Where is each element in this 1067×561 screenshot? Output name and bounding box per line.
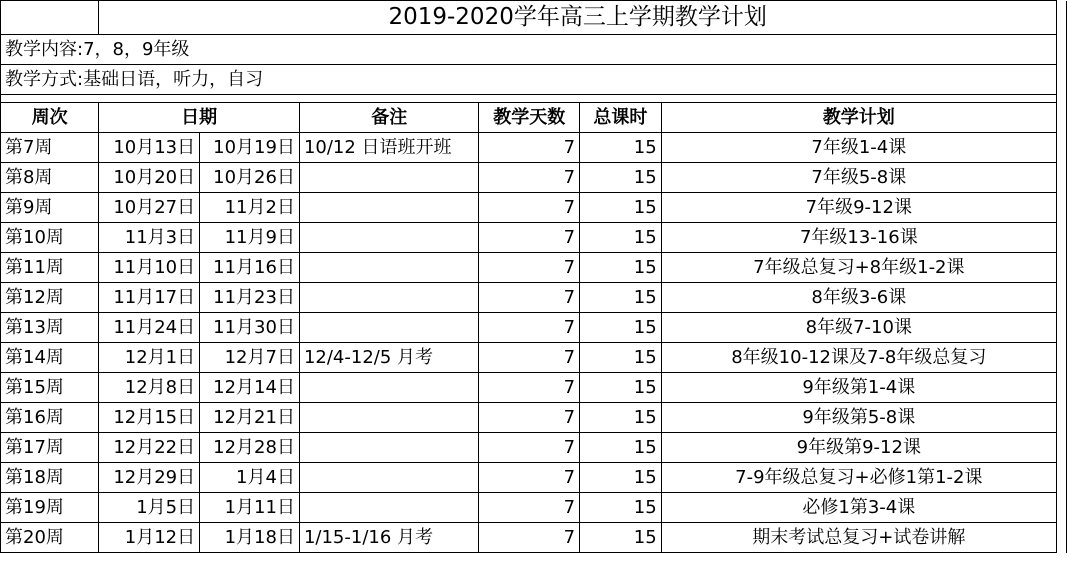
week-cell[interactable]: 第8周: [1, 163, 99, 193]
week-cell[interactable]: 第15周: [1, 373, 99, 403]
hours-cell[interactable]: 15: [580, 253, 662, 283]
start-date-cell[interactable]: 12月29日: [99, 463, 200, 493]
end-date-cell[interactable]: 1月4日: [200, 463, 300, 493]
table-row: [1, 283, 1067, 313]
start-date-cell[interactable]: 12月15日: [99, 403, 200, 433]
info-row-content: [1, 35, 1067, 65]
end-date-cell[interactable]: 12月14日: [200, 373, 300, 403]
days-cell[interactable]: 7: [479, 493, 580, 523]
days-cell[interactable]: 7: [479, 523, 580, 553]
plan-cell[interactable]: 9年级第9-12课: [661, 433, 1056, 463]
days-cell[interactable]: 7: [479, 283, 580, 313]
start-date-cell[interactable]: 1月12日: [99, 523, 200, 553]
spacer-row: [1, 95, 1067, 103]
hours-cell[interactable]: 15: [580, 313, 662, 343]
plan-cell[interactable]: 7年级1-4课: [661, 133, 1056, 163]
header-week[interactable]: 周次: [1, 103, 99, 133]
week-cell[interactable]: 第11周: [1, 253, 99, 283]
note-cell[interactable]: [299, 163, 479, 193]
header-date[interactable]: 日期: [99, 103, 300, 133]
plan-cell[interactable]: 9年级第5-8课: [661, 403, 1056, 433]
hours-cell[interactable]: 15: [580, 283, 662, 313]
note-cell[interactable]: 12/4-12/5 月考: [299, 343, 479, 373]
start-date-cell[interactable]: 12月8日: [99, 373, 200, 403]
plan-cell[interactable]: 7年级13-16课: [661, 223, 1056, 253]
plan-cell[interactable]: 期末考试总复习+试卷讲解: [661, 523, 1056, 553]
header-hours[interactable]: 总课时: [580, 103, 662, 133]
start-date-cell[interactable]: 1月5日: [99, 493, 200, 523]
week-cell[interactable]: 第10周: [1, 223, 99, 253]
note-cell[interactable]: [299, 373, 479, 403]
plan-cell[interactable]: 9年级第1-4课: [661, 373, 1056, 403]
note-cell[interactable]: [299, 433, 479, 463]
week-cell[interactable]: 第9周: [1, 193, 99, 223]
days-cell[interactable]: 7: [479, 133, 580, 163]
start-date-cell[interactable]: 11月10日: [99, 253, 200, 283]
info-value: 7，8，9年级: [83, 39, 190, 60]
end-date-cell[interactable]: 10月26日: [200, 163, 300, 193]
plan-cell[interactable]: 8年级7-10课: [661, 313, 1056, 343]
plan-cell[interactable]: 7年级总复习+8年级1-2课: [661, 253, 1056, 283]
days-cell[interactable]: 7: [479, 403, 580, 433]
hours-cell[interactable]: 15: [580, 223, 662, 253]
end-date-cell[interactable]: 12月28日: [200, 433, 300, 463]
plan-cell[interactable]: 8年级10-12课及7-8年级总复习: [661, 343, 1056, 373]
note-cell[interactable]: 1/15-1/16 月考: [299, 523, 479, 553]
hours-cell[interactable]: 15: [580, 163, 662, 193]
note-cell[interactable]: 10/12 日语班开班: [299, 133, 479, 163]
start-date-cell[interactable]: 12月1日: [99, 343, 200, 373]
info-cell[interactable]: [1, 35, 1057, 65]
plan-cell[interactable]: 7-9年级总复习+必修1第1-2课: [661, 463, 1056, 493]
table-row: [1, 193, 1067, 223]
days-cell[interactable]: 7: [479, 463, 580, 493]
note-cell[interactable]: [299, 403, 479, 433]
title-row: [1, 1, 1067, 35]
table-row: [1, 523, 1067, 553]
header-plan[interactable]: 教学计划: [661, 103, 1056, 133]
header-days[interactable]: 教学天数: [479, 103, 580, 133]
note-cell[interactable]: [299, 223, 479, 253]
note-cell[interactable]: [299, 313, 479, 343]
info-row-method: [1, 65, 1067, 95]
week-cell[interactable]: 第7周: [1, 133, 99, 163]
end-date-cell[interactable]: 1月11日: [200, 493, 300, 523]
table-row: [1, 373, 1067, 403]
end-date-cell[interactable]: 1月18日: [200, 523, 300, 553]
hours-cell[interactable]: 15: [580, 433, 662, 463]
table-row: [1, 313, 1067, 343]
hours-cell[interactable]: 15: [580, 493, 662, 523]
table-row: [1, 163, 1067, 193]
header-note[interactable]: 备注: [299, 103, 479, 133]
hours-cell[interactable]: 15: [580, 133, 662, 163]
plan-cell[interactable]: 7年级5-8课: [661, 163, 1056, 193]
plan-cell[interactable]: 7年级9-12课: [661, 193, 1056, 223]
plan-cell[interactable]: 必修1第3-4课: [661, 493, 1056, 523]
week-cell[interactable]: 第19周: [1, 493, 99, 523]
table-row: [1, 223, 1067, 253]
week-cell[interactable]: 第17周: [1, 433, 99, 463]
week-cell[interactable]: 第13周: [1, 313, 99, 343]
days-cell[interactable]: 7: [479, 433, 580, 463]
table-row: [1, 133, 1067, 163]
end-date-cell[interactable]: 11月30日: [200, 313, 300, 343]
title-blank-cell[interactable]: [1, 1, 99, 35]
table-row: [1, 343, 1067, 373]
note-cell[interactable]: [299, 193, 479, 223]
start-date-cell[interactable]: 12月22日: [99, 433, 200, 463]
hours-cell[interactable]: 15: [580, 373, 662, 403]
days-cell[interactable]: 7: [479, 313, 580, 343]
info-value: 基础日语，听力，自习: [83, 69, 264, 90]
table-row: [1, 253, 1067, 283]
info-label: 教学内容:: [5, 39, 84, 60]
start-date-cell[interactable]: 11月3日: [99, 223, 200, 253]
sheet-title[interactable]: 2019-2020学年高三上学期教学计划: [99, 1, 1057, 35]
end-date-cell[interactable]: 11月23日: [200, 283, 300, 313]
note-cell[interactable]: [299, 253, 479, 283]
hours-cell[interactable]: 15: [580, 193, 662, 223]
days-cell[interactable]: 7: [479, 373, 580, 403]
week-cell[interactable]: 第12周: [1, 283, 99, 313]
hours-cell[interactable]: 15: [580, 523, 662, 553]
note-cell[interactable]: [299, 463, 479, 493]
start-date-cell[interactable]: 10月20日: [99, 163, 200, 193]
note-cell[interactable]: [299, 493, 479, 523]
table-row: [1, 403, 1067, 433]
days-cell[interactable]: 7: [479, 343, 580, 373]
hours-cell[interactable]: 15: [580, 403, 662, 433]
info-label: 教学方式:: [5, 69, 84, 90]
start-date-cell[interactable]: 10月27日: [99, 193, 200, 223]
hours-cell[interactable]: 15: [580, 343, 662, 373]
end-date-cell[interactable]: 12月7日: [200, 343, 300, 373]
days-cell[interactable]: 7: [479, 253, 580, 283]
end-date-cell[interactable]: 12月21日: [200, 403, 300, 433]
week-cell[interactable]: 第18周: [1, 463, 99, 493]
end-date-cell[interactable]: 10月19日: [200, 133, 300, 163]
week-cell[interactable]: 第20周: [1, 523, 99, 553]
start-date-cell[interactable]: 11月24日: [99, 313, 200, 343]
note-cell[interactable]: [299, 283, 479, 313]
header-row: [1, 103, 1067, 133]
week-cell[interactable]: 第16周: [1, 403, 99, 433]
plan-cell[interactable]: 8年级3-6课: [661, 283, 1056, 313]
info-cell[interactable]: [1, 65, 1057, 95]
days-cell[interactable]: 7: [479, 193, 580, 223]
start-date-cell[interactable]: 10月13日: [99, 133, 200, 163]
end-date-cell[interactable]: 11月9日: [200, 223, 300, 253]
start-date-cell[interactable]: 11月17日: [99, 283, 200, 313]
table-row: [1, 493, 1067, 523]
table-row: [1, 433, 1067, 463]
days-cell[interactable]: 7: [479, 223, 580, 253]
days-cell[interactable]: 7: [479, 163, 580, 193]
end-date-cell[interactable]: 11月16日: [200, 253, 300, 283]
end-date-cell[interactable]: 11月2日: [200, 193, 300, 223]
table-row: [1, 463, 1067, 493]
hours-cell[interactable]: 15: [580, 463, 662, 493]
week-cell[interactable]: 第14周: [1, 343, 99, 373]
